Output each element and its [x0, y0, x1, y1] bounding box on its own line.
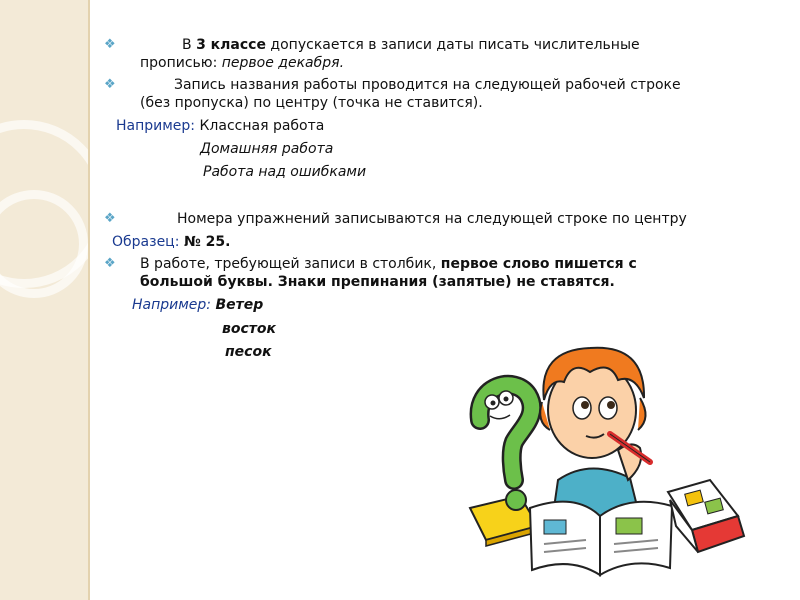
diamond-bullet-icon: ❖ — [104, 211, 116, 226]
thinking-boy-illustration — [440, 330, 750, 592]
title-rule-line-2: (без пропуска) по центру (точка не ставится). — [140, 95, 483, 111]
column-rule-line-1: В работе, требующей записи в столбик, первое слово пишется с — [140, 256, 637, 272]
column-example-2: восток — [222, 321, 277, 337]
exercise-rule-line: Номера упражнений записываются на следующей строке по центру — [177, 211, 687, 227]
title-example-3: Работа над ошибками — [203, 164, 367, 180]
title-rule-line-1: Запись названия работы проводится на следующей рабочей строке — [174, 77, 681, 93]
exercise-sample: Образец: № 25. — [112, 234, 231, 250]
green-question-mark-icon — [480, 385, 532, 510]
date-rule-line-2: прописью: первое декабря. — [140, 55, 345, 71]
picture-book-icon — [668, 480, 744, 552]
column-example-3: песок — [225, 344, 272, 360]
diamond-bullet-icon: ❖ — [104, 37, 116, 52]
title-example-2: Домашняя работа — [200, 141, 334, 157]
column-rule-line-2: большой буквы. Знаки препинания (запятые) не ставятся. — [140, 274, 615, 290]
diamond-bullet-icon: ❖ — [104, 256, 116, 271]
date-rule-line-1: В 3 классе допускается в записи даты писать числительные — [182, 37, 640, 53]
title-example: Например: Классная работа — [116, 118, 325, 134]
yellow-notebook-icon — [470, 496, 538, 546]
diamond-bullet-icon: ❖ — [104, 77, 116, 92]
column-example: Например: Ветер — [132, 297, 264, 313]
